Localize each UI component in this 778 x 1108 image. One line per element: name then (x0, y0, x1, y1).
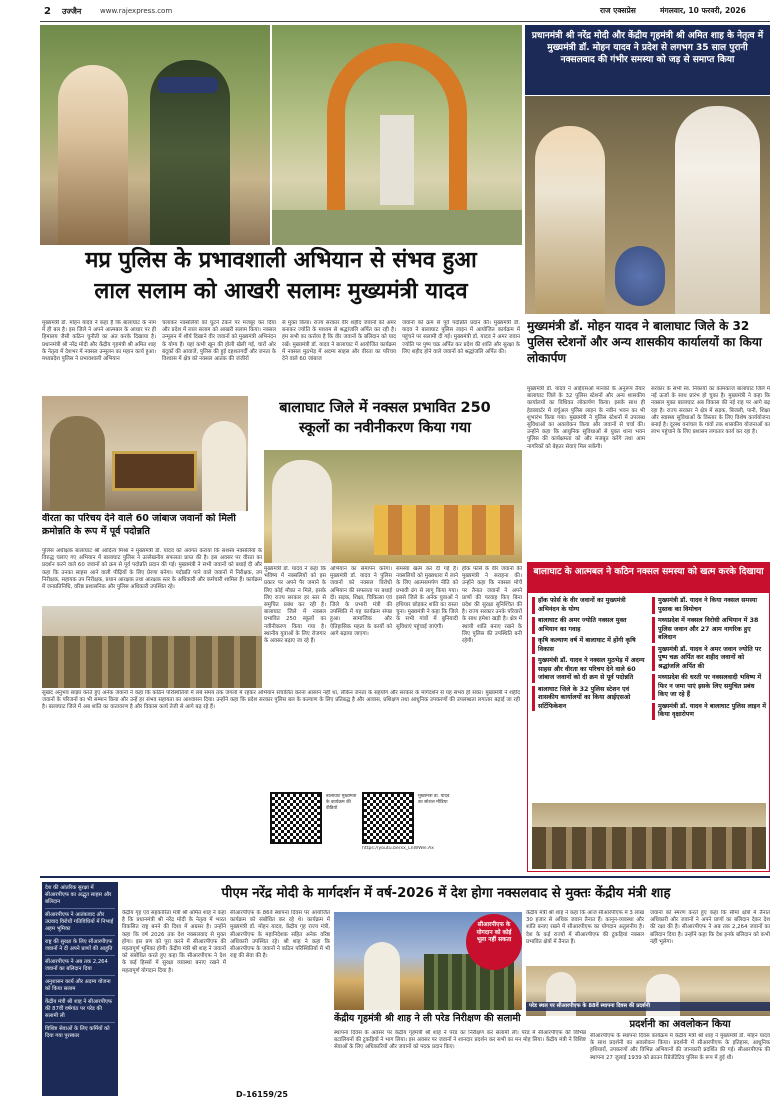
bottom-right-col-2: जवानों को स्मरण करते हुए कहा कि सीमा क्षेत्रों में तैनात अधिकारी और जवानों ने अपने प्राणों का बलिदान देकर देश की रक्षा की है। सीआरपीएफ ने अब तक 2,264 जवानों का बलिदान दिया है। उन्होंने कहा कि देश इनके बलिदान को कभी नहीं भूलेगा। (650, 910, 770, 945)
memorial-photo (272, 25, 522, 245)
qr-code-1[interactable] (270, 792, 322, 844)
website: www.rajexpress.com (100, 7, 173, 15)
top-right-headline: प्रधानमंत्री श्री नरेंद्र मोदी और केंद्रीय गृहमंत्री श्री अमित शाह के नेतृत्व में मुख्यमंत्री डॉ. मोहन यादव ने प्रदेश से लगभग 35 साल पुरानी नक्सलवाद की गंभीर समस्या को जड़ से समाप्त किया (531, 31, 764, 65)
bottom-sub-headline-text: केंद्रीय गृहमंत्री श्री शाह ने ली परेड निरीक्षण की सलामी (334, 1013, 521, 1024)
schools-col-3: समस्या खत्म कर दी गई है। नक्सलियों को मुख्यधारा में लाने के लिए आत्मसमर्पण नीति को प्रभावी ढंग से लागू किया गया। इससे जिले के अनेक युवाओं ने हथियार छोड़कर शांति का रास्ता चुना। मुख्यमंत्री ने कहा कि जिले के सभी गांवों में बुनियादी सुविधाएं पहुंचाई जाएंगी। (396, 566, 458, 630)
main-story-col-2: चलाकर नक्सलियों को घुटने टेकने पर मजबूर कर दिया और प्रदेश में लाल सलाम को आखरी सलाम किया। नक्सल उन्मूलन में शौर्य दिखाने वीर जवानों को मुख्यमंत्री अभिनंदन के योग्य हैं। यहां कभी खून की होली खेली गई, चारों ओर बंदूकों की आवाजें, पुलिस की हुई दहशतगर्दी और जनता के विश्वास में क्षेत्र को नक्सल आतंक की जंजीरों (162, 320, 276, 363)
main-story-col-3: से मुक्त किया। राज्य सरकार वीर शहीद जवानों को अमर बनाकर ज्योति के माध्यम से श्रद्धांजलि अर्पित कर रही है। हम सभी का कर्त्तव्य है कि वीर जवानों के बलिदान को याद रखें। मुख्यमंत्री डॉ. यादव ने बालाघाट में आयोजित कार्यक्रम में नक्सल मुठभेड़ में अदम्य साहस और वीरता का परिचय देने वाले 60 जांबाज (282, 320, 396, 363)
bullet: हॉक फोर्स के वीर जवानों का मुख्यमंत्री अभिनंदन के योग्य (532, 597, 647, 614)
bullet: मुख्यमंत्री डॉ. यादव ने नक्सल मुठभेड़ में अदम्य साहस और वीरता का परिचय देने वाले 60 जांबाज जवानों को दी क्रम से पूर्व पदोन्नति (532, 657, 647, 683)
bottom-headline (122, 882, 770, 908)
veerta-headline (42, 513, 248, 547)
city-name: उज्जैन (62, 7, 82, 16)
sidebar-bullet: केंद्रीय मंत्री श्री शाह ने सीआरपीएफ की 87वीं वर्षगांठ पर परेड की सलामी ली (45, 999, 115, 1023)
qr-url[interactable]: https://youtu.be/xx_LnWWel.Ax (362, 846, 434, 851)
red-box-photo (532, 803, 766, 869)
main-story-col-1: मुख्यमंत्री डॉ. मोहन यादव ने कहा है कि बालाघाट के नाम में ही बल है। इस जिले ने अपने आत्मबल के आधार पर ही हिमालय जैसी कठिन चुनौती का अंत करके दिखाया है। प्रधानमंत्री श्री नरेंद्र मोदी और केंद्रीय गृहमंत्री श्री अमित शाह के नेतृत्व में देशभर में नक्सल उन्मूलन का महान कार्य हुआ। मध्यप्रदेश पुलिस ने प्रभावशाली अभियान (42, 320, 156, 363)
sidebar-bullet: सीआरपीएफ ने अब तक 2,264 जवानों का बलिदान दिया (45, 959, 115, 976)
schools-col-2: अभियान का समापन करेगा। मुख्यमंत्री डॉ. यादव ने पुलिस जवानों को नक्सल विरोधी अभियान की सफलता पर बधाई दी। सड़क, शिक्षा, चिकित्सा एवं जिले के प्रभारी मंत्री की उपस्थिति में यह कार्यक्रम संपन्न हुआ। सामाजिक और ऐतिहासिक महत्व के कार्यों को आगे बढ़ाया जाएगा। (330, 566, 392, 637)
sidebar-bullet: सीआरपीएफ ने आतंकवाद और उग्रवाद विरोधी गतिविधियों में निभाई अहम भूमिका (45, 912, 115, 936)
red-box-bullets-left (532, 597, 647, 714)
veerta-body: पुलिस अधीक्षक बालाघाट श्री आदित्य मिश्रा ने मुख्यमंत्री डॉ. यादव को अवगत कराया कि सशस्त्र नक्सलियों के विरुद्ध चलाए गए अभियान में बालाघाट पुलिस ने उल्लेखनीय सफलता प्राप्त की है। इस अवसर पर वीरता का प्रदर्शन करने वाले 60 जवानों को क्रम से पूर्व पदोन्नति प्रदान की गई। मुख्यमंत्री ने सभी जवानों को बधाई दी और कहा कि उनका साहस आने वाली पीढ़ियों के लिए प्रेरणा बनेगा। पदोन्नति पाने वाले जवानों में निरीक्षक, उप निरीक्षक, सहायक उप निरीक्षक, प्रधान आरक्षक तथा आरक्षक स्तर के अधिकारी और कर्मचारी शामिल हैं। कार्यक्रम में जनप्रतिनिधि, वरिष्ठ प्रशासनिक और पुलिस अधिकारी उपस्थित रहे। (42, 548, 262, 591)
page-number: 2 (44, 6, 51, 17)
bottom-headline-text: पीएम नरेंद्र मोदी के मार्गदर्शन में वर्ष-2026 में देश होगा नक्सलवाद से मुक्तः केंद्रीय मंत्री शाह (221, 886, 671, 901)
qr-1-caption: बालाघाट मुख्यमंत्री के कार्यक्रम की वीडियो (326, 794, 357, 811)
exhibition-headline-text: प्रदर्शनी का अवलोकन किया (629, 1019, 731, 1030)
police-group-photo (42, 606, 262, 688)
award-photo (42, 396, 248, 511)
date: मंगलवार, 10 फरवरी, 2026 (660, 6, 746, 15)
section-divider (40, 876, 770, 878)
bullet: मध्यप्रदेश में नक्सल विरोधी अभियान में 38 पुलिस जवान और 27 आम नागरिक हुए बलिदान (652, 617, 766, 643)
exhibition-body: सीआरपीएफ के स्थापना दिवस कार्यक्रम में केंद्रीय मंत्री श्री शाह ने मुख्यमंत्री डॉ. मोहन यादव के साथ प्रदर्शनी का अवलोकन किया। प्रदर्शनी में सीआरपीएफ के इतिहास, आधुनिक हथियारों, उपकरणों और विभिन्न अभियानों की जानकारी प्रदर्शित की गई। सीआरपीएफ की स्थापना 27 जुलाई 1939 को क्राउन रिप्रेजेंटेटिव पुलिस के रूप में हुई थी। (590, 1033, 770, 1061)
bottom-col-2: सीआरपीएफ के 86वें स्थापना दिवस पर आयोजित कार्यक्रम को संबोधित कर रहे थे। कार्यक्रम में मुख्यमंत्री डॉ. मोहन यादव, केंद्रीय गृह राज्य मंत्री, सीआरपीएफ के महानिदेशक सहित अनेक वरिष्ठ अधिकारी उपस्थित रहे। श्री शाह ने कहा कि सीआरपीएफ के जवानों ने कठिन परिस्थितियों में भी राष्ट्र की सेवा की है। (230, 910, 330, 960)
photo-banner-text: सीआरपीएफ के योगदान को कोई भूला नहीं सकता (476, 922, 512, 943)
bullet: मुख्यमंत्री डॉ. यादव ने अमर जवान ज्योति पर पुष्प चक्र अर्पित कर शहीद जवानों को श्रद्धांजलि अर्पित की (652, 646, 766, 672)
main-headline-line2: लाल सलाम को आखरी सलामः मुख्यमंत्री यादव (94, 279, 468, 304)
right-story-col-1: मुख्यमंत्री डॉ. यादव ने आईएसओ मानकों के अनुरूप तैयार बालाघाट जिले के 32 पुलिस स्टेशनों और अन्य शासकीय कार्यालयों का विधिवत लोकार्पण किया। इसके साथ ही हेडक्वार्टर में वर्चुअल पुलिस लाइन के नवीन भवन का भी शुभारंभ किया गया। मुख्यमंत्री ने पुलिस स्टेशनों में उपलब्ध सुविधाओं का अवलोकन किया और जवानों से चर्चा की। उन्होंने कहा कि आधुनिक सुविधाओं से युक्त थाना भवन पुलिस की कार्यक्षमता को और मजबूत करेंगे तथा आम नागरिकों को बेहतर सेवाएं मिल सकेंगी। (527, 386, 645, 450)
red-box (527, 562, 770, 872)
masthead (40, 0, 770, 22)
qr-2-caption: मुख्यमंत्री डॉ. यादव का सोशल मीडिया (418, 794, 450, 805)
bullet: बालाघाट जिले के 32 पुलिस स्टेशन एवं शासकीय कार्यालयों का किया आईएसओ सर्टिफिकेशन (532, 686, 647, 712)
bottom-sub-body: स्थापना दिवस के अवसर पर केंद्रीय गृहमंत्री श्री शाह ने परेड का निरीक्षण कर सलामी ली। परेड में सीआरपीएफ की विभिन्न बटालियनों की टुकड़ियों ने भाग लिया। इस अवसर पर जवानों ने शानदार प्रदर्शन कर सभी का मन मोह लिया। केंद्रीय मंत्री ने विशिष्ट सेवाओं के लिए अधिकारियों और जवानों को पदक प्रदान किए। (334, 1030, 586, 1051)
schools-headline-line2: स्कूलों का नवीनीकरण किया गया (298, 420, 472, 436)
schools-col-4: हॉक फोर्स के वीर जवानों की मुख्यमंत्री ने सराहना की। उन्होंने कहा कि नक्सल मोर्चे पर तैनात जवानों ने अपने प्राणों की परवाह किए बिना प्रदेश की सुरक्षा सुनिश्चित की है। राज्य सरकार उनके परिवारों के साथ हमेशा खड़ी है। क्षेत्र में स्थायी शांति बनाए रखने के लिए पुलिस की उपस्थिति बनी रहेगी। (462, 566, 522, 645)
bullet: मुख्यमंत्री डॉ. यादव ने बालाघाट पुलिस लाइन में किया वृक्षारोपण (652, 703, 766, 720)
right-story-col-2: सरकार के सभी स्व. निकायों का कामकाज बालाघाट जिले में नई ऊर्जा के साथ प्रारंभ हो चुका है। मुख्यमंत्री ने कहा कि नक्सल मुक्त बालाघाट अब विकास की नई राह पर आगे बढ़ रहा है। राज्य सरकार ने क्षेत्र में सड़क, बिजली, पानी, शिक्षा और स्वास्थ्य सुविधाओं के विस्तार के लिए विशेष कार्ययोजना बनाई है। दूरस्थ वनांचल के गांवों तक शासकीय योजनाओं का लाभ पहुंचाने के लिए प्रशासन लगातार कार्य कर रहा है। (651, 386, 770, 436)
top-right-headline-box (525, 25, 770, 95)
schools-col-1: मुख्यमंत्री डॉ. यादव ने कहा कि भविष्य में नक्सलियों को इस प्रकार पर अपने पैर जमाने के लिए कोई मौका न मिले, इसके लिए राज्य सरकार हर स्तर से समुचित प्रबंध कर रही है। बालाघाट जिले में नक्सल प्रभावित 250 स्कूलों का नवीनीकरण किया गया है। स्थानीय युवाओं के लिए रोजगार के अवसर बढ़ाए जा रहे हैं। (264, 566, 326, 645)
bottom-col-1: केंद्रीय गृह एवं सहकारिता मंत्री श्री अमित शाह ने कहा है कि प्रधानमंत्री श्री नरेंद्र मोदी के नेतृत्व में भारत विकसित राष्ट्र बनने की दिशा में अग्रसर है। उन्होंने कहा कि वर्ष 2026 तक देश नक्सलवाद से मुक्त होगा। इस प्रण को पूरा करने में सीआरपीएफ की महत्वपूर्ण भूमिका होगी। केंद्रीय मंत्री श्री शाह ने जवानों को संबोधित करते हुए कहा कि सीआरपीएफ ने देश के कई हिस्सों में सुरक्षा व्यवस्था बनाए रखने में महत्वपूर्ण योगदान दिया है। (122, 910, 226, 974)
bullet: बालाघाट की अमर ज्योति नक्सल मुक्त अभियान का गवाह (532, 617, 647, 634)
veerta-headline-text: वीरता का परिचय देने वाले 60 जांबाज जवानों को मिली क्रमोन्नति के रूप में पूर्व पदोन्नति (42, 513, 236, 537)
schools-headline-line1: बालाघाट जिले में नक्सल प्रभावित 250 (279, 400, 491, 416)
bullet: कृषि कल्याण वर्ष में बालाघाट में होंगी कृषि विकास (532, 637, 647, 654)
right-story-headline (527, 318, 770, 384)
ad-code: D-16159/25 (236, 1090, 288, 1099)
red-box-bullets-right (652, 597, 766, 723)
main-story-col-4: जवानों को क्रम से पूर्व पदोन्नति प्रदान की। मुख्यमंत्री डॉ. यादव ने बालाघाट पुलिस लाइन में आयोजित कार्यक्रम में पहुंचने पर सलामी दी गई। मुख्यमंत्री डॉ. यादव ने अमर जवान ज्योति पर पुष्प चक्र अर्पित कर प्रदेश की शांति और सुरक्षा के लिए शहीद होने वाले जवानों को श्रद्धांजलि अर्पित की। (402, 320, 520, 355)
main-photo-salute (40, 25, 270, 245)
schools-photo (264, 450, 522, 563)
right-story-headline-text: मुख्यमंत्री डॉ. मोहन यादव ने बालाघाट जिले के 32 पुलिस स्टेशनों और अन्य शासकीय कार्यालयों का किया लोकार्पण (527, 319, 762, 365)
red-box-headline: बालाघाट के आत्मबल ने कठिन नक्सल समस्या को खत्म करके दिखाया (528, 563, 769, 593)
qr-code-2[interactable] (362, 792, 414, 844)
paper-name: राज एक्सप्रेस (600, 6, 636, 15)
veerta-body-2: सुखद अनुभव साझा करते हुए अनेक जवानों ने कहा कि कठिन परिस्थितियों में लंबे समय तक जंगलों में रहकर अभियान संचालित करना आसान नहीं था, लेकिन जनता के सहयोग और सरकार के मार्गदर्शन से यह संभव हो सका। मुख्यमंत्री ने शहीद जवानों के परिजनों का भी सम्मान किया और उन्हें हर संभव सहायता का आश्वासन दिया। उन्होंने कहा कि प्रदेश सरकार पुलिस बल के कल्याण के लिए प्रतिबद्ध है और आवास, प्रशिक्षण तथा आधुनिक उपकरणों की उपलब्धता लगातार बढ़ाई जा रही है। बालाघाट जिले में अब शांति का वातावरण है और विकास कार्य तेजी से आगे बढ़ रहे हैं। (42, 690, 520, 711)
bullet: मध्यप्रदेश की धरती पर नक्सलवादी भविष्य में फिर न जमा पाएं इसके लिए समुचित प्रबंध किए जा रहे हैं (652, 674, 766, 700)
cm-pm-photo (525, 96, 770, 314)
bottom-right-col-1: केंद्रीय मंत्री श्री शाह ने कहा कि आज सीआरपीएफ में 3 लाख 30 हजार से अधिक जवान तैनात हैं। कानून-व्यवस्था और शांति बनाए रखने में सीआरपीएफ का योगदान अतुलनीय है। देश के कई राज्यों में सीआरपीएफ की टुकड़ियां नक्सल प्रभावित क्षेत्रों में तैनात हैं। (526, 910, 644, 945)
parade-headline-text: परेड स्थल पर सीआरपीएफ के 88वें स्थापना दिवस की प्रदर्शनी (526, 1002, 770, 1011)
parade-headline (526, 1002, 770, 1012)
schools-headline (250, 398, 520, 448)
sidebar-bullet: अनुशासन कार्य और अदम्य योजना को किया सलाम (45, 979, 115, 996)
sidebar-bullet: देश की आंतरिक सुरक्षा में सीआरपीएफ का अद्भुत साहस और बलिदान (45, 885, 115, 909)
exhibition-headline (590, 1018, 770, 1032)
sidebar-bullet: राष्ट्र की सुरक्षा के लिए सीआरपीएफ जवानों ने दी अपने प्राणों की आहुति (45, 939, 115, 956)
main-headline-line1: मप्र पुलिस के प्रभावशाली अभियान से संभव हुआ (85, 248, 477, 273)
bottom-sidebar (42, 882, 118, 1096)
photo-banner (466, 914, 522, 970)
bullet: मुख्यमंत्री डॉ. यादव ने किया नक्सल समस्या पुस्तक का विमोचन (652, 597, 766, 614)
sidebar-bullet: विशिष्ट सेवाओं के लिए कर्मियों को दिया गया पुरस्कार (45, 1026, 110, 1039)
main-headline (40, 246, 522, 316)
